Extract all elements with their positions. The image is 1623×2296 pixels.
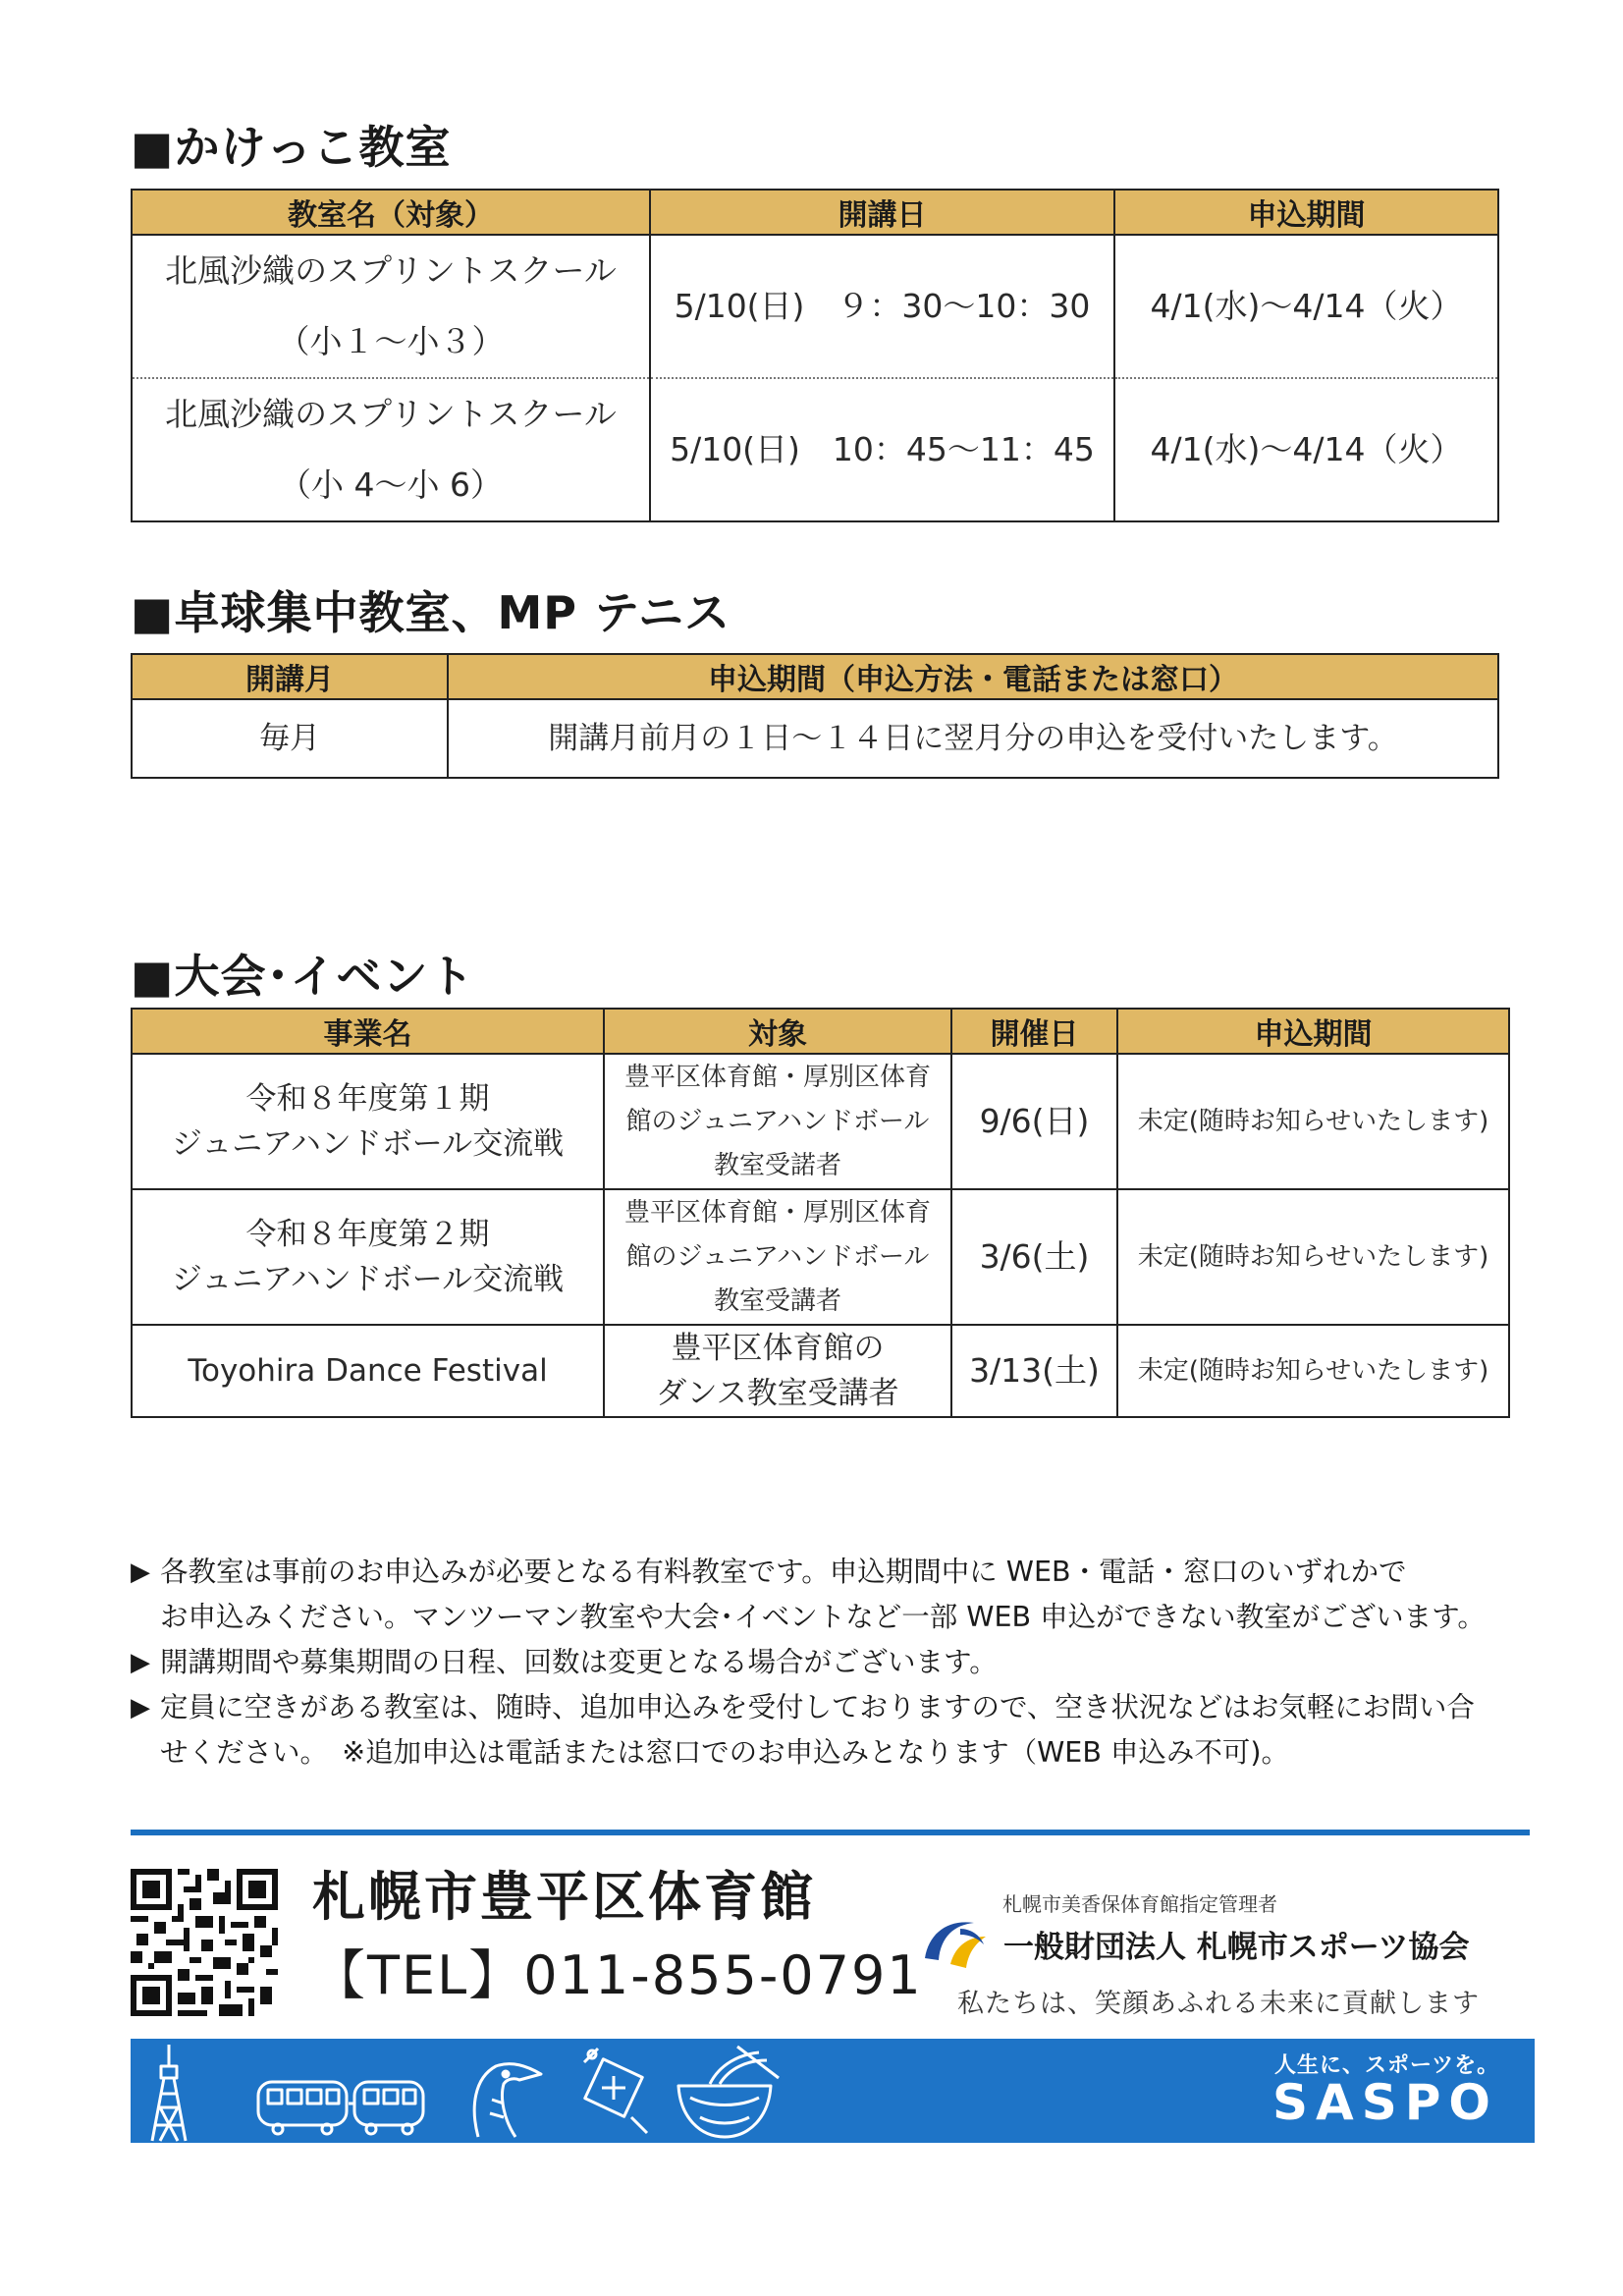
table-header-row (132, 1009, 1509, 1054)
class-name-cell (132, 378, 650, 521)
section-title-kakekko: ■かけっこ教室 (131, 121, 452, 174)
event-date: 3/6(土) (951, 1189, 1117, 1325)
note-item (131, 1685, 1525, 1776)
venue-tel[interactable]: 【TEL】011-855-0791 (312, 1944, 923, 2006)
event-target-cell (604, 1189, 951, 1325)
event-target-line3: 教室受講者 (713, 1285, 841, 1316)
event-name-line1: 令和８年度第１期 (245, 1081, 490, 1117)
note-item (131, 1640, 1525, 1685)
header-target: 対象 (604, 1009, 951, 1054)
month-value: 毎月 (132, 699, 448, 778)
event-target-cell (604, 1325, 951, 1417)
event-target-line1: 豊平区体育館・厚別区体育 (623, 1197, 931, 1228)
monthly-table (131, 653, 1499, 779)
event-target-cell (604, 1054, 951, 1189)
event-name-line1: 令和８年度第２期 (245, 1217, 490, 1252)
event-target-line1: 豊平区体育館・厚別区体育 (623, 1062, 931, 1092)
section-title-table-tennis: ■卓球集中教室、MP テニス (131, 586, 731, 639)
table-row (132, 378, 1498, 521)
note-item (131, 1550, 1525, 1640)
header-class-name: 教室名（対象） (132, 190, 650, 235)
header-date: 開講日 (650, 190, 1114, 235)
note-line: せください。 ※追加申込は電話または窓口でのお申込みとなります（WEB 申込み不可)。 (160, 1736, 1290, 1769)
banner-tagline: 人生に、スポーツを。 (1274, 2053, 1500, 2078)
event-target-line1: 豊平区体育館の (671, 1331, 885, 1366)
triangle-right-icon: ▶ (131, 1558, 150, 1587)
landmark-illustrations-icon (131, 2039, 1112, 2143)
kakekko-table (131, 189, 1499, 522)
table-row (132, 1325, 1509, 1417)
event-name-line2: ジュニアハンドボール交流戦 (171, 1126, 565, 1162)
apply-period-value: 開講月前月の１日～１４日に翌月分の申込を受付いたします。 (448, 699, 1498, 778)
header-event-period: 申込期間 (1117, 1009, 1509, 1054)
class-name: 北風沙織のスプリントスクール (165, 251, 617, 290)
event-target-line3: 教室受諾者 (713, 1150, 841, 1180)
org-logo-icon (921, 1915, 992, 1972)
event-name-cell (132, 1054, 604, 1189)
class-name: 北風沙織のスプリントスクール (165, 395, 617, 433)
event-target-line2: 館のジュニアハンドボール (625, 1241, 930, 1272)
table-header-row (132, 190, 1498, 235)
triangle-right-icon: ▶ (131, 1648, 150, 1677)
table-header-row (132, 654, 1498, 699)
class-period: 4/1(水)～4/14（火） (1114, 378, 1498, 521)
table-row (132, 1054, 1509, 1189)
notes-list (131, 1550, 1525, 1776)
event-period: 未定(随時お知らせいたします) (1117, 1325, 1509, 1417)
table-row (132, 1189, 1509, 1325)
event-date: 9/6(日) (951, 1054, 1117, 1189)
saspo-banner[interactable] (131, 2039, 1535, 2143)
triangle-right-icon: ▶ (131, 1693, 150, 1722)
table-row (132, 235, 1498, 378)
note-line: お申込みください。マンツーマン教室や大会･イベントなど一部 WEB 申込ができない教室がございます。 (160, 1601, 1486, 1633)
class-target: （小 4～小 6） (279, 465, 503, 504)
qr-code-icon[interactable] (131, 1869, 278, 2016)
header-event-date: 開催日 (951, 1009, 1117, 1054)
event-date: 3/13(土) (951, 1325, 1117, 1417)
saspo-logo: SASPO (1272, 2074, 1498, 2131)
class-period: 4/1(水)～4/14（火） (1114, 235, 1498, 378)
section-title-events: ■大会･イベント (131, 950, 475, 1003)
header-month: 開講月 (132, 654, 448, 699)
class-date: 5/10(日) 10：45～11：45 (650, 378, 1114, 521)
class-target: （小１～小３） (277, 322, 505, 360)
class-name-cell (132, 235, 650, 378)
event-target-line2: 館のジュニアハンドボール (625, 1106, 930, 1136)
events-table (131, 1008, 1510, 1418)
event-period: 未定(随時お知らせいたします) (1117, 1189, 1509, 1325)
org-name: 一般財団法人 札幌市スポーツ協会 (1003, 1930, 1470, 1965)
header-event-name: 事業名 (132, 1009, 604, 1054)
slogan: 私たちは、笑顔あふれる未来に貢献します (957, 1989, 1480, 2019)
venue-name: 札幌市豊平区体育館 (312, 1866, 816, 1928)
event-name-cell (132, 1189, 604, 1325)
org-label: 札幌市美香保体育館指定管理者 (1002, 1892, 1277, 1916)
note-line: 定員に空きがある教室は、随時、追加申込みを受付しておりますので、空き状況などはお気軽にお問い合 (160, 1691, 1475, 1723)
note-line: 開講期間や募集期間の日程、回数は変更となる場合がございます。 (160, 1646, 998, 1678)
class-date: 5/10(日) ９：30～10：30 (650, 235, 1114, 378)
note-line: 各教室は事前のお申込みが必要となる有料教室です。申込期間中に WEB・電話・窓口のいずれかで (160, 1556, 1407, 1588)
header-apply-period: 申込期間（申込方法・電話または窓口） (448, 654, 1498, 699)
event-period: 未定(随時お知らせいたします) (1117, 1054, 1509, 1189)
divider (131, 1830, 1530, 1835)
event-name-line2: ジュニアハンドボール交流戦 (171, 1262, 565, 1297)
header-period: 申込期間 (1114, 190, 1498, 235)
table-row (132, 699, 1498, 778)
event-name: Toyohira Dance Festival (132, 1325, 604, 1417)
event-target-line2: ダンス教室受講者 (656, 1376, 899, 1411)
